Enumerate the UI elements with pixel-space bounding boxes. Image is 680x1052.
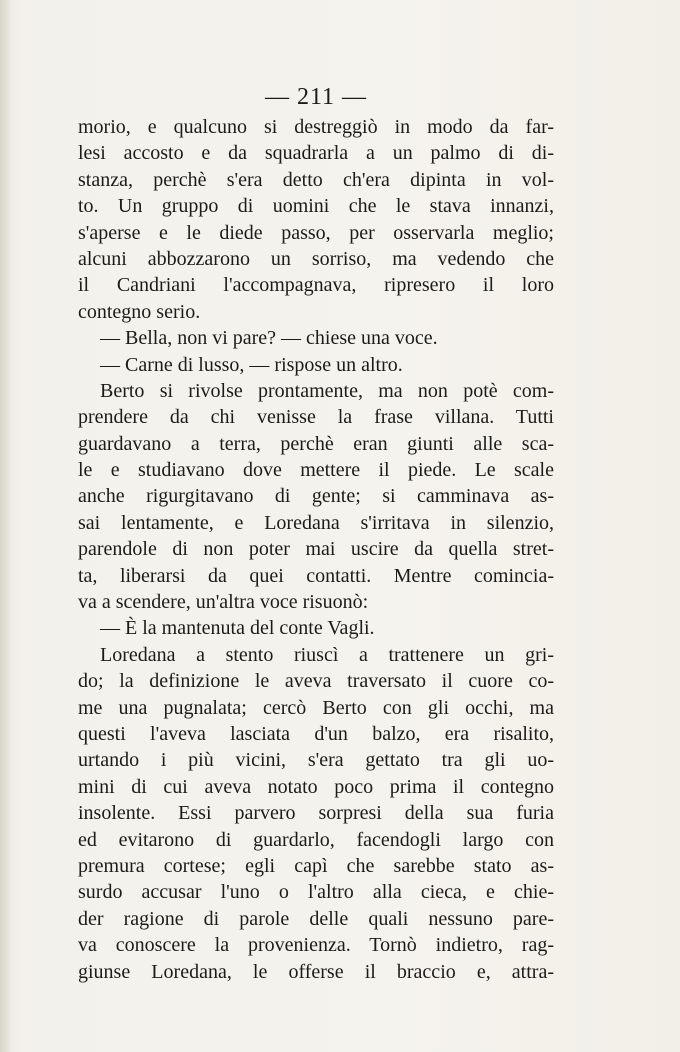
text-line: lesi accosto e da squadrarla a un palmo di di- <box>78 142 554 165</box>
text-line: le e studiavano dove mettere il piede. Le scale <box>78 459 554 482</box>
text-line: to. Un gruppo di uomini che le stava innanzi, <box>78 195 554 218</box>
text-line: ta, liberarsi da quei contatti. Mentre comincia- <box>78 564 554 587</box>
text-line: do; la definizione le aveva traversato il cuore co- <box>78 670 554 693</box>
text-line: me una pugnalata; cercò Berto con gli occhi, ma <box>78 696 554 719</box>
text-line: — Bella, non vi pare? — chiese una voce. <box>100 327 438 350</box>
text-line: il Candriani l'accompagnava, ripresero il loro <box>78 274 554 297</box>
text-line: contegno serio. <box>78 300 201 323</box>
text-line: va conoscere la provenienza. Tornò indietro, rag- <box>78 934 554 957</box>
text-line: morio, e qualcuno si destreggiò in modo da far- <box>78 116 554 138</box>
text-line: Loredana a stento riuscì a trattenere un gri- <box>100 643 554 666</box>
text-line: Berto si rivolse prontamente, ma non potè com- <box>100 379 554 402</box>
text-line: ed evitarono di guardarlo, facendogli largo con <box>78 828 554 851</box>
text-line: insolente. Essi parvero sorpresi della sua furia <box>78 802 554 825</box>
text-line: prendere da chi venisse la frase villana. Tutti <box>78 406 554 429</box>
text-line: surdo accusar l'uno o l'altro alla cieca, e chie- <box>78 881 554 904</box>
text-line: parendole di non poter mai uscire da quella stret- <box>78 538 554 561</box>
text-line: giunse Loredana, le offerse il braccio e, attra- <box>78 960 554 983</box>
text-line: stanza, perchè s'era detto ch'era dipinta in vol- <box>78 168 554 191</box>
text-line: s'aperse e le diede passo, per osservarla meglio; <box>78 221 554 244</box>
text-line: va a scendere, un'altra voce risuonò: <box>78 591 369 614</box>
text-line: urtando i più vicini, s'era gettato tra gli uo- <box>78 749 554 772</box>
text-line: premura cortese; egli capì che sarebbe stato as- <box>78 854 554 877</box>
page-number: — 211 — <box>264 84 368 110</box>
text-line: alcuni abbozzarono un sorriso, ma vedendo che <box>78 247 554 270</box>
page-spine-shadow <box>0 0 10 1052</box>
text-line: — È la mantenuta del conte Vagli. <box>100 617 375 640</box>
text-line: questi l'aveva lasciata d'un balzo, era risalito, <box>78 722 554 745</box>
text-line: sai lentamente, e Loredana s'irritava in silenzio, <box>78 511 554 534</box>
text-line: — Carne di lusso, — rispose un altro. <box>100 353 403 376</box>
text-line: anche rigurgitavano di gente; si camminava as- <box>78 485 554 508</box>
text-line: mini di cui aveva notato poco prima il contegno <box>78 775 554 798</box>
text-line: der ragione di parole delle quali nessuno pare- <box>78 907 554 930</box>
text-line: guardavano a terra, perchè eran giunti alle sca- <box>78 432 554 455</box>
body-text <box>78 114 554 985</box>
